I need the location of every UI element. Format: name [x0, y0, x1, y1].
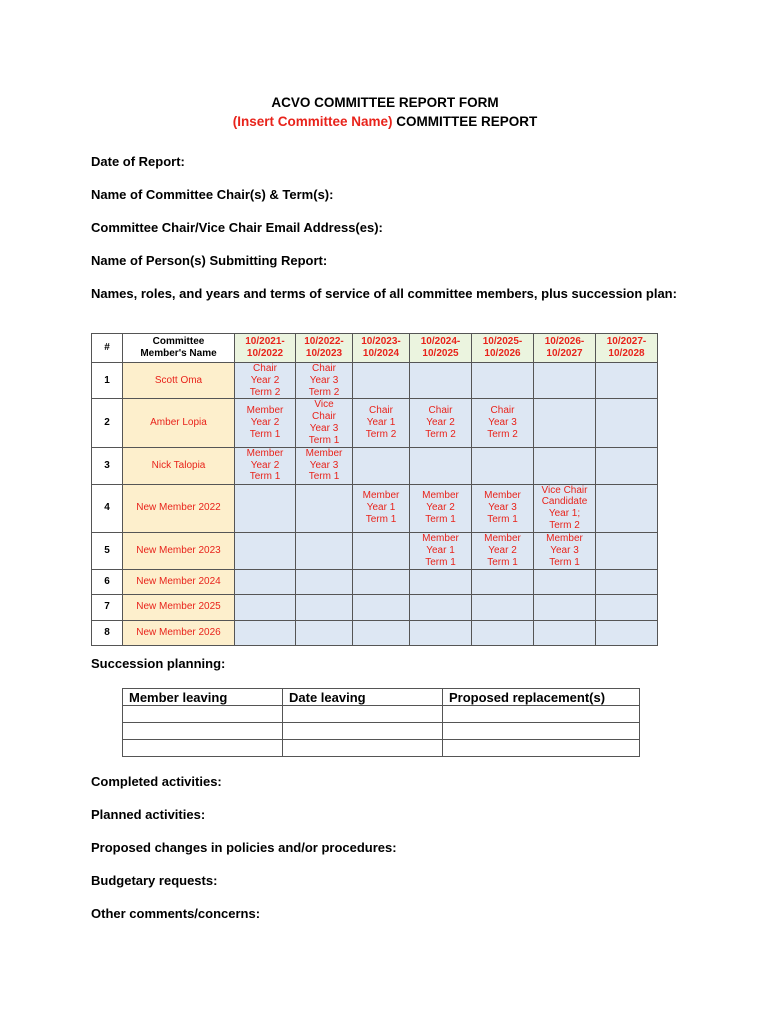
date-leaving-cell[interactable]	[283, 706, 443, 723]
member-name: Scott Oma	[123, 363, 235, 399]
policy-changes-label: Proposed changes in policies and/or procedures:	[91, 840, 397, 855]
column-number-header: #	[92, 334, 123, 363]
term-cell: Member Year 2 Term 1	[235, 399, 296, 447]
table-row	[123, 706, 640, 723]
term-cell: Member Year 3 Term 1	[472, 484, 534, 532]
term-cell: Member Year 2 Term 1	[472, 532, 534, 569]
term-cell	[296, 532, 353, 569]
term-cell	[472, 447, 534, 484]
term-cell: Member Year 3 Term 1	[296, 447, 353, 484]
column-name-header: Committee Member's Name	[123, 334, 235, 363]
table-row	[92, 594, 658, 620]
term-cell: Chair Year 2 Term 2	[235, 363, 296, 399]
other-comments-label: Other comments/concerns:	[91, 906, 261, 921]
year-header: 10/2024-10/2025	[410, 334, 472, 363]
committee-chair-label: Name of Committee Chair(s) & Term(s):	[91, 187, 334, 202]
term-cell	[410, 447, 472, 484]
table-row	[92, 447, 658, 484]
year-header: 10/2021-10/2022	[235, 334, 296, 363]
member-name: Nick Talopia	[123, 447, 235, 484]
term-cell	[596, 569, 658, 594]
term-cell	[596, 484, 658, 532]
term-cell: Member Year 3 Term 1	[534, 532, 596, 569]
table-row	[123, 723, 640, 740]
term-cell	[534, 399, 596, 447]
term-cell	[296, 569, 353, 594]
year-header: 10/2025-10/2026	[472, 334, 534, 363]
row-number: 5	[92, 532, 123, 569]
term-cell	[353, 594, 410, 620]
succession-table	[122, 688, 640, 757]
submitter-label: Name of Person(s) Submitting Report:	[91, 253, 328, 268]
members-intro-label: Names, roles, and years and terms of service of all committee members, plus succession plan:	[91, 286, 677, 301]
term-cell	[410, 594, 472, 620]
date-of-report-label: Date of Report:	[91, 154, 185, 169]
term-cell: Vice Chair Candidate Year 1; Term 2	[534, 484, 596, 532]
term-cell	[353, 620, 410, 645]
term-cell	[235, 532, 296, 569]
committee-members-table	[91, 333, 658, 646]
term-cell	[534, 447, 596, 484]
year-header: 10/2026-10/2027	[534, 334, 596, 363]
term-cell	[353, 363, 410, 399]
table-row	[92, 399, 658, 447]
date-leaving-cell[interactable]	[283, 723, 443, 740]
row-number: 7	[92, 594, 123, 620]
term-cell	[596, 594, 658, 620]
table-row	[92, 532, 658, 569]
term-cell: Member Year 2 Term 1	[410, 484, 472, 532]
term-cell	[596, 532, 658, 569]
term-cell	[410, 569, 472, 594]
member-leaving-cell[interactable]	[123, 723, 283, 740]
term-cell	[353, 447, 410, 484]
table-row	[92, 363, 658, 399]
term-cell: Member Year 2 Term 1	[235, 447, 296, 484]
budgetary-requests-label: Budgetary requests:	[91, 873, 218, 888]
completed-activities-label: Completed activities:	[91, 774, 222, 789]
term-cell	[353, 532, 410, 569]
member-name: New Member 2022	[123, 484, 235, 532]
date-leaving-header: Date leaving	[283, 689, 443, 706]
term-cell	[472, 363, 534, 399]
term-cell	[596, 620, 658, 645]
term-cell	[235, 594, 296, 620]
replacement-cell[interactable]	[443, 706, 640, 723]
row-number: 8	[92, 620, 123, 645]
term-cell	[235, 620, 296, 645]
replacement-cell[interactable]	[443, 723, 640, 740]
term-cell	[296, 594, 353, 620]
planned-activities-label: Planned activities:	[91, 807, 206, 822]
term-cell: Member Year 1 Term 1	[410, 532, 472, 569]
term-cell	[534, 363, 596, 399]
table-row	[92, 484, 658, 532]
member-leaving-header: Member leaving	[123, 689, 283, 706]
member-name: New Member 2026	[123, 620, 235, 645]
replacement-cell[interactable]	[443, 740, 640, 757]
term-cell	[472, 620, 534, 645]
member-name: New Member 2024	[123, 569, 235, 594]
term-cell	[596, 363, 658, 399]
term-cell	[235, 569, 296, 594]
row-number: 6	[92, 569, 123, 594]
term-cell	[534, 569, 596, 594]
committee-name-placeholder: (Insert Committee Name)	[232, 114, 393, 129]
term-cell	[235, 484, 296, 532]
term-cell	[410, 363, 472, 399]
term-cell	[410, 620, 472, 645]
term-cell	[472, 594, 534, 620]
term-cell	[296, 484, 353, 532]
term-cell: Chair Year 3 Term 2	[296, 363, 353, 399]
term-cell: Chair Year 3 Term 2	[472, 399, 534, 447]
succession-planning-label: Succession planning:	[91, 656, 226, 671]
term-cell	[534, 594, 596, 620]
table-row	[123, 740, 640, 757]
form-subtitle	[0, 114, 770, 129]
table-row	[92, 569, 658, 594]
term-cell	[596, 399, 658, 447]
member-name: New Member 2023	[123, 532, 235, 569]
member-name: New Member 2025	[123, 594, 235, 620]
year-header: 10/2027-10/2028	[596, 334, 658, 363]
year-header: 10/2023-10/2024	[353, 334, 410, 363]
term-cell	[472, 569, 534, 594]
term-cell: Chair Year 2 Term 2	[410, 399, 472, 447]
member-name: Amber Lopia	[123, 399, 235, 447]
chair-email-label: Committee Chair/Vice Chair Email Address(es):	[91, 220, 383, 235]
row-number: 4	[92, 484, 123, 532]
subtitle-rest: COMMITTEE REPORT	[392, 114, 538, 129]
row-number: 1	[92, 363, 123, 399]
member-leaving-cell[interactable]	[123, 740, 283, 757]
form-title: ACVO COMMITTEE REPORT FORM	[271, 95, 499, 110]
term-cell	[596, 447, 658, 484]
table-row	[92, 620, 658, 645]
year-header: 10/2022-10/2023	[296, 334, 353, 363]
term-cell	[534, 620, 596, 645]
proposed-replacement-header: Proposed replacement(s)	[443, 689, 640, 706]
term-cell	[296, 620, 353, 645]
row-number: 2	[92, 399, 123, 447]
member-leaving-cell[interactable]	[123, 706, 283, 723]
term-cell	[353, 569, 410, 594]
row-number: 3	[92, 447, 123, 484]
term-cell: Member Year 1 Term 1	[353, 484, 410, 532]
date-leaving-cell[interactable]	[283, 740, 443, 757]
term-cell: Vice Chair Year 3 Term 1	[296, 399, 353, 447]
term-cell: Chair Year 1 Term 2	[353, 399, 410, 447]
